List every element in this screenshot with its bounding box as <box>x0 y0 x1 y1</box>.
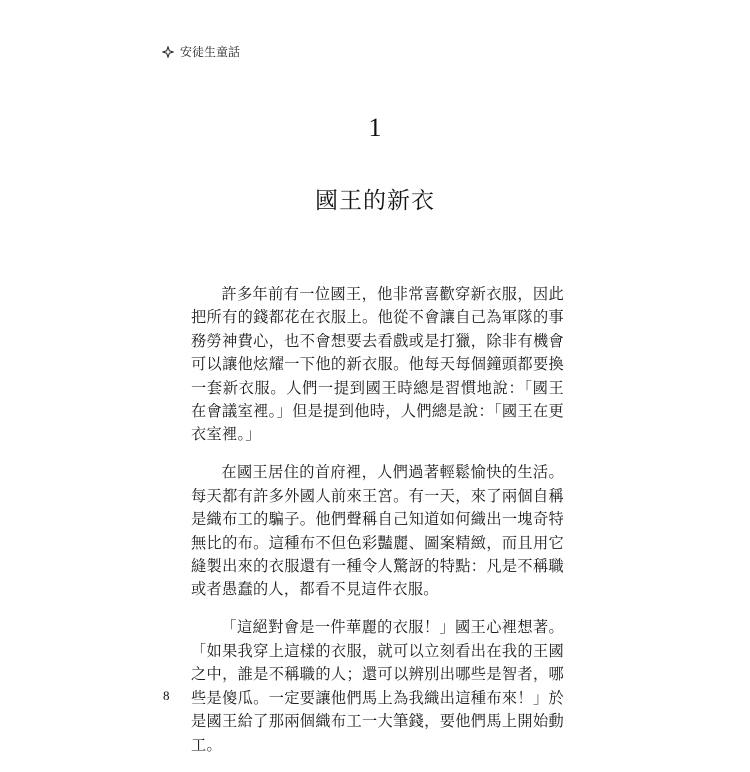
running-title: 安徒生童話 <box>180 45 241 59</box>
paragraph: 許多年前有一位國王，他非常喜歡穿新衣服，因此把所有的錢都花在衣服上。他從不會讓自己為軍隊的事務勞神費心，也不會想要去看戲或是打獵，除非有機會可以讓他炫耀一下他的新衣服。他每天每個鐘頭都要換一套新衣服。人們一提到國王時總是習慣地說：「國王在會議室裡。」但是提到他時，人們總是說：「國王在更衣室裡。」 <box>191 285 564 444</box>
chapter-number: 1 <box>368 113 382 142</box>
body-text <box>191 283 564 772</box>
running-header <box>162 46 240 58</box>
chapter-title: 國王的新衣 <box>315 188 435 214</box>
page-number: 8 <box>163 688 170 703</box>
four-point-star-outline-icon <box>162 46 174 58</box>
paragraph: 「這絕對會是一件華麗的衣服！」國王心裡想著。「如果我穿上這樣的衣服，就可以立刻看出在我的王國之中，誰是不稱職的人；還可以辨別出哪些是智者，哪些是傻瓜。一定要讓他們馬上為我織出這種布來！」於是國王給了那兩個織布工一大筆錢，要他們馬上開始動工。 <box>191 618 564 754</box>
paragraph: 在國王居住的首府裡，人們過著輕鬆愉快的生活。每天都有許多外國人前來王宮。有一天，來了兩個自稱是織布工的騙子。他們聲稱自己知道如何織出一塊奇特無比的布。這種布不但色彩豔麗、圖案精緻，而且用它縫製出來的衣服還有一種令人驚訝的特點：凡是不稱職或者愚蠢的人，都看不見這件衣服。 <box>191 463 564 599</box>
